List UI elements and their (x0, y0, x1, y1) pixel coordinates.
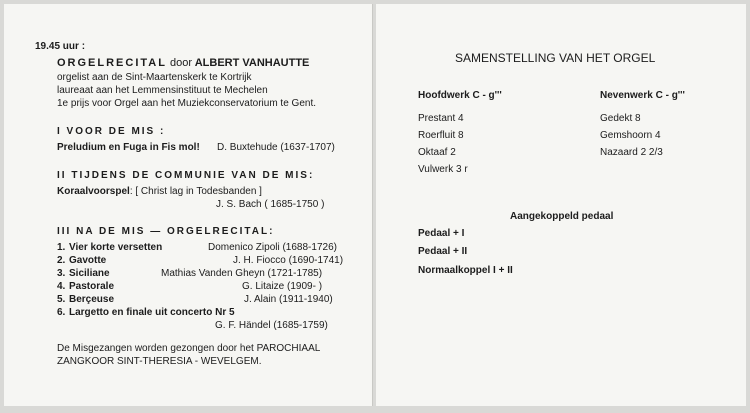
item-6-composer: G. F. Händel (1685-1759) (215, 320, 328, 331)
left-page (4, 4, 373, 406)
item-composer: J. Alain (1911-1940) (244, 294, 333, 305)
item-composer: Domenico Zipoli (1688-1726) (208, 242, 337, 253)
item-title: Vier korte versetten (69, 242, 163, 253)
section2-heading: II TIJDENS DE COMMUNIE VAN DE MIS: (57, 170, 315, 181)
item-title: Largetto en finale uit concerto Nr 5 (69, 307, 235, 318)
section1-heading: I VOOR DE MIS : (57, 126, 166, 137)
item-title: Pastorale (69, 281, 115, 292)
nevenwerk-heading: Nevenwerk C - g''' (600, 90, 685, 101)
recital-prefix: ORGELRECITAL (57, 57, 167, 69)
section2-piece-line (57, 186, 262, 197)
section1-composer: D. Buxtehude (1637-1707) (217, 142, 335, 153)
nevenwerk-stop: Gemshoorn 4 (600, 130, 661, 141)
closing-line-1: De Misgezangen worden gezongen door het PAROCHIAAL (57, 343, 321, 354)
coupler: Normaalkoppel I + II (418, 265, 513, 276)
bio-line-1: orgelist aan de Sint-Maartenskerk te Kortrijk (57, 72, 252, 83)
nevenwerk-stop: Nazaard 2 2/3 (600, 147, 663, 158)
hoofdwerk-stop: Prestant 4 (418, 113, 464, 124)
item-number: 6. (57, 307, 66, 318)
item-number: 2. (57, 255, 66, 266)
item-composer: G. Litaize (1909- ) (242, 281, 323, 292)
hoofdwerk-stop: Roerfluit 8 (418, 130, 464, 141)
section2-piece: Koraalvoorspel (57, 186, 130, 197)
organ-title: SAMENSTELLING VAN HET ORGEL (455, 51, 656, 65)
item-title: Berçeuse (69, 294, 115, 305)
item-title: Siciliane (69, 268, 110, 279)
item-composer: J. H. Fiocco (1690-1741) (233, 255, 344, 266)
section1-piece: Preludium en Fuga in Fis mol! (57, 142, 200, 153)
hoofdwerk-stop: Oktaaf 2 (418, 147, 456, 158)
section2-subtitle: : [ Christ lag in Todesbanden ] (129, 186, 262, 197)
organist-name: ALBERT VANHAUTTE (194, 57, 310, 69)
coupler: Pedaal + I (418, 228, 465, 239)
section2-composer: J. S. Bach ( 1685-1750 ) (216, 199, 325, 210)
closing-line-2: ZANGKOOR SINT-THERESIA - WEVELGEM. (57, 356, 262, 367)
recital-heading (57, 57, 309, 69)
bio-line-3: 1e prijs voor Orgel aan het Muziekconservatorium te Gent. (57, 98, 317, 109)
item-number: 4. (57, 281, 66, 292)
item-number: 5. (57, 294, 66, 305)
hoofdwerk-stop: Vulwerk 3 r (418, 164, 468, 175)
recital-by: door (170, 57, 193, 69)
time: 19.45 uur : (35, 41, 86, 52)
coupler: Pedaal + II (418, 246, 468, 257)
item-number: 3. (57, 268, 66, 279)
nevenwerk-stop: Gedekt 8 (600, 113, 641, 124)
hoofdwerk-heading: Hoofdwerk C - g''' (418, 90, 502, 101)
item-number: 1. (57, 242, 66, 253)
section3-heading: III NA DE MIS — ORGELRECITAL: (57, 226, 275, 237)
pedaal-heading: Aangekoppeld pedaal (510, 211, 614, 222)
item-composer: Mathias Vanden Gheyn (1721-1785) (161, 268, 323, 279)
right-page (376, 4, 746, 406)
bio-line-2: laureaat aan het Lemmensinstituut te Mechelen (57, 85, 268, 96)
item-title: Gavotte (69, 255, 107, 266)
